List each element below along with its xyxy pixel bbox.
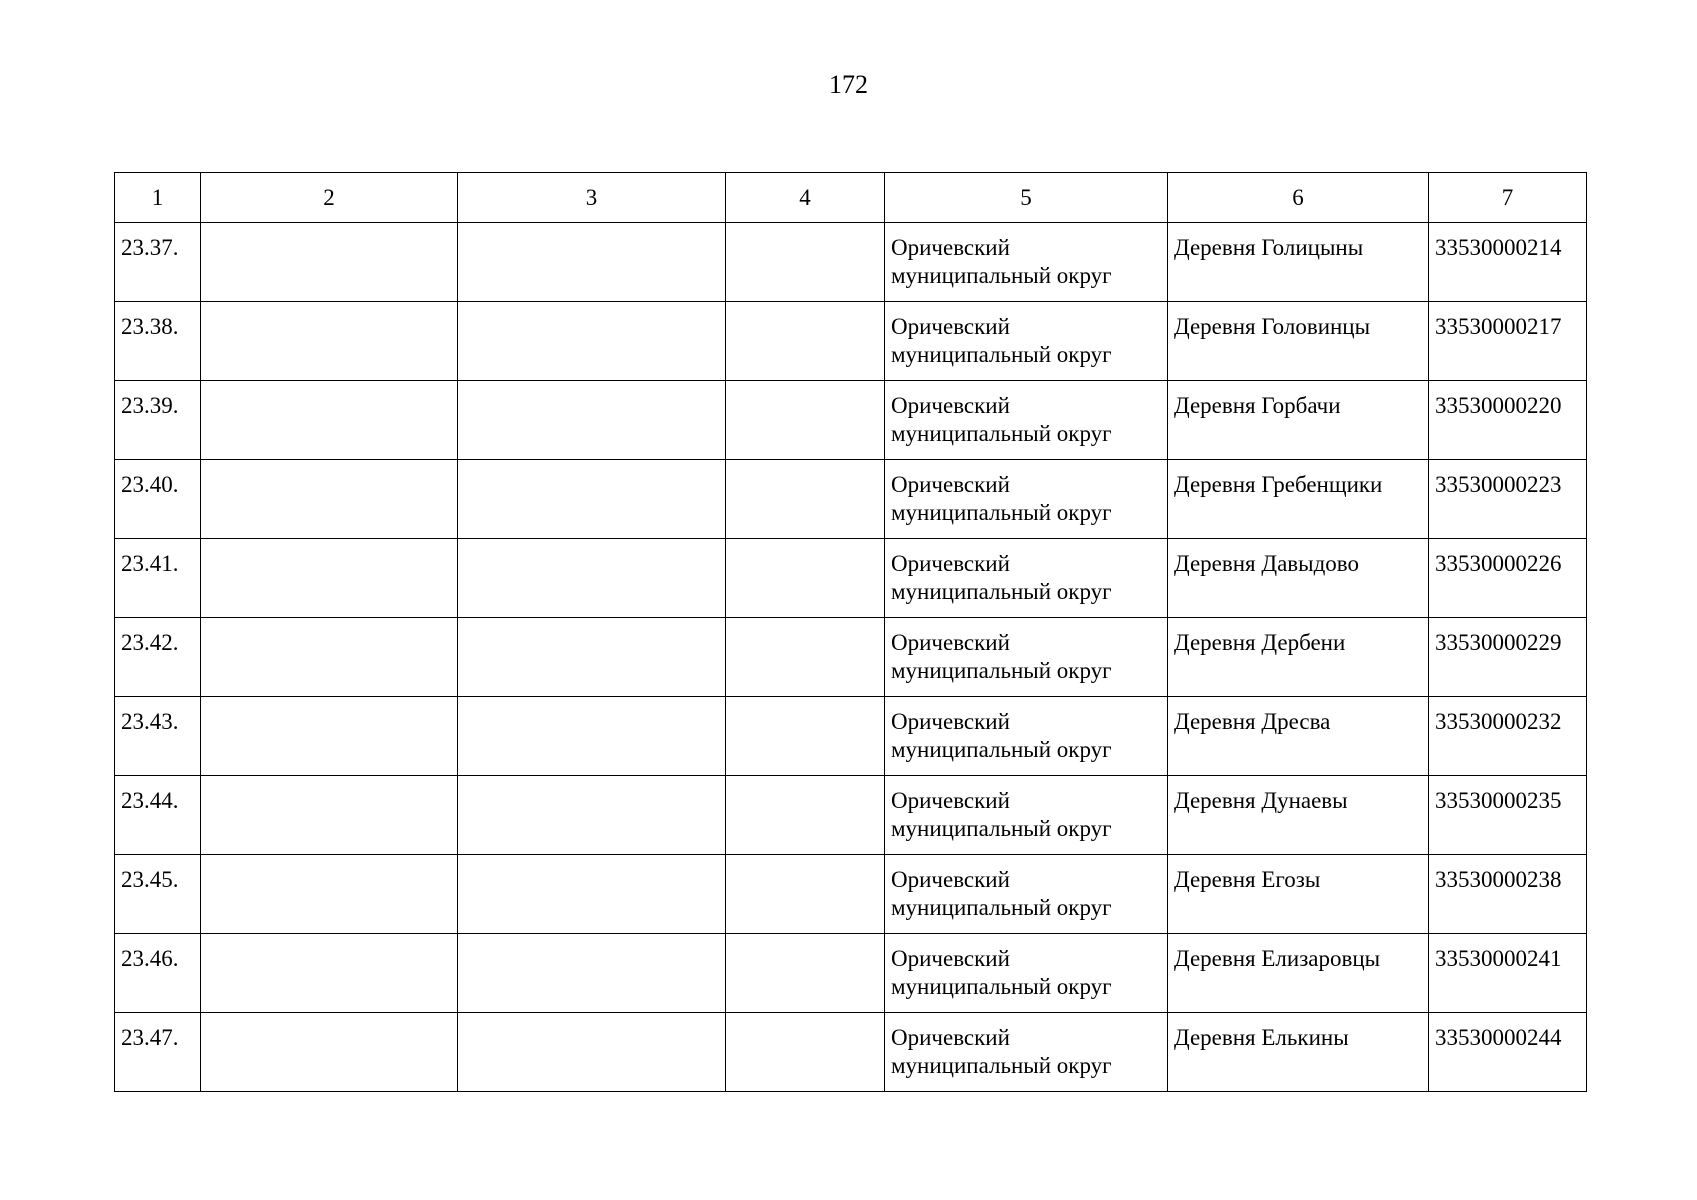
code-cell: 33530000235 (1429, 776, 1587, 855)
table-row (115, 381, 1587, 460)
row-number-cell: 23.37. (115, 223, 201, 302)
code-cell: 33530000241 (1429, 934, 1587, 1013)
district-cell (885, 855, 1168, 934)
column-4-cell (726, 539, 885, 618)
column-2-cell (201, 618, 458, 697)
district-name: Оричевский (891, 946, 1010, 971)
district-type: муниципальный округ (891, 737, 1112, 762)
district-cell (885, 381, 1168, 460)
column-2-cell (201, 855, 458, 934)
district-type: муниципальный округ (891, 816, 1112, 841)
table-row (115, 934, 1587, 1013)
row-number-cell: 23.47. (115, 1013, 201, 1092)
district-type: муниципальный округ (891, 974, 1112, 999)
column-2-cell (201, 302, 458, 381)
column-2-cell (201, 460, 458, 539)
column-3-cell (458, 618, 726, 697)
column-4-cell (726, 381, 885, 460)
settlement-cell: Деревня Елизаровцы (1168, 934, 1429, 1013)
code-cell: 33530000214 (1429, 223, 1587, 302)
district-cell (885, 539, 1168, 618)
column-header-1: 1 (115, 173, 201, 223)
settlement-cell: Деревня Дунаевы (1168, 776, 1429, 855)
column-4-cell (726, 855, 885, 934)
row-number-cell: 23.41. (115, 539, 201, 618)
code-cell: 33530000223 (1429, 460, 1587, 539)
district-cell (885, 223, 1168, 302)
row-number-cell: 23.43. (115, 697, 201, 776)
settlement-cell: Деревня Горбачи (1168, 381, 1429, 460)
row-number-cell: 23.46. (115, 934, 201, 1013)
column-3-cell (458, 381, 726, 460)
column-header-6: 6 (1168, 173, 1429, 223)
district-cell (885, 776, 1168, 855)
settlement-cell: Деревня Дербени (1168, 618, 1429, 697)
district-name: Оричевский (891, 235, 1010, 260)
column-2-cell (201, 539, 458, 618)
district-type: муниципальный округ (891, 263, 1112, 288)
district-name: Оричевский (891, 551, 1010, 576)
code-cell: 33530000217 (1429, 302, 1587, 381)
district-type: муниципальный округ (891, 342, 1112, 367)
code-cell: 33530000226 (1429, 539, 1587, 618)
table-row (115, 539, 1587, 618)
district-cell (885, 460, 1168, 539)
column-3-cell (458, 776, 726, 855)
code-cell: 33530000244 (1429, 1013, 1587, 1092)
row-number-cell: 23.42. (115, 618, 201, 697)
column-2-cell (201, 1013, 458, 1092)
row-number-cell: 23.40. (115, 460, 201, 539)
settlement-cell: Деревня Головинцы (1168, 302, 1429, 381)
column-4-cell (726, 223, 885, 302)
row-number-cell: 23.45. (115, 855, 201, 934)
column-4-cell (726, 1013, 885, 1092)
column-3-cell (458, 855, 726, 934)
table-row (115, 618, 1587, 697)
column-header-4: 4 (726, 173, 885, 223)
column-2-cell (201, 697, 458, 776)
table-row (115, 223, 1587, 302)
column-4-cell (726, 460, 885, 539)
district-cell (885, 697, 1168, 776)
column-3-cell (458, 1013, 726, 1092)
column-3-cell (458, 934, 726, 1013)
settlements-table (114, 172, 1587, 1092)
district-name: Оричевский (891, 709, 1010, 734)
header-row (115, 173, 1587, 223)
column-2-cell (201, 776, 458, 855)
column-header-7: 7 (1429, 173, 1587, 223)
settlement-cell: Деревня Голицыны (1168, 223, 1429, 302)
column-header-2: 2 (201, 173, 458, 223)
table-row (115, 697, 1587, 776)
settlement-cell: Деревня Дресва (1168, 697, 1429, 776)
column-4-cell (726, 618, 885, 697)
page-number: 172 (829, 70, 868, 99)
district-name: Оричевский (891, 393, 1010, 418)
code-cell: 33530000229 (1429, 618, 1587, 697)
settlement-cell: Деревня Гребенщики (1168, 460, 1429, 539)
column-header-5: 5 (885, 173, 1168, 223)
column-2-cell (201, 381, 458, 460)
column-3-cell (458, 460, 726, 539)
district-name: Оричевский (891, 788, 1010, 813)
column-3-cell (458, 539, 726, 618)
table-row (115, 855, 1587, 934)
table-row (115, 460, 1587, 539)
column-header-3: 3 (458, 173, 726, 223)
table-header (115, 173, 1587, 223)
district-type: муниципальный округ (891, 895, 1112, 920)
code-cell: 33530000238 (1429, 855, 1587, 934)
table-row (115, 1013, 1587, 1092)
row-number-cell: 23.44. (115, 776, 201, 855)
column-2-cell (201, 934, 458, 1013)
settlement-cell: Деревня Елькины (1168, 1013, 1429, 1092)
settlement-cell: Деревня Давыдово (1168, 539, 1429, 618)
settlement-cell: Деревня Егозы (1168, 855, 1429, 934)
column-4-cell (726, 776, 885, 855)
district-name: Оричевский (891, 1025, 1010, 1050)
code-cell: 33530000220 (1429, 381, 1587, 460)
column-3-cell (458, 223, 726, 302)
column-4-cell (726, 697, 885, 776)
table-row (115, 302, 1587, 381)
district-type: муниципальный округ (891, 500, 1112, 525)
column-3-cell (458, 697, 726, 776)
district-type: муниципальный округ (891, 658, 1112, 683)
district-cell (885, 618, 1168, 697)
district-name: Оричевский (891, 867, 1010, 892)
district-type: муниципальный округ (891, 1053, 1112, 1078)
column-3-cell (458, 302, 726, 381)
row-number-cell: 23.38. (115, 302, 201, 381)
table-row (115, 776, 1587, 855)
district-type: муниципальный округ (891, 579, 1112, 604)
column-4-cell (726, 302, 885, 381)
column-4-cell (726, 934, 885, 1013)
district-cell (885, 934, 1168, 1013)
district-cell (885, 1013, 1168, 1092)
table-body (115, 223, 1587, 1092)
code-cell: 33530000232 (1429, 697, 1587, 776)
district-cell (885, 302, 1168, 381)
district-name: Оричевский (891, 472, 1010, 497)
district-name: Оричевский (891, 314, 1010, 339)
row-number-cell: 23.39. (115, 381, 201, 460)
district-type: муниципальный округ (891, 421, 1112, 446)
column-2-cell (201, 223, 458, 302)
district-name: Оричевский (891, 630, 1010, 655)
